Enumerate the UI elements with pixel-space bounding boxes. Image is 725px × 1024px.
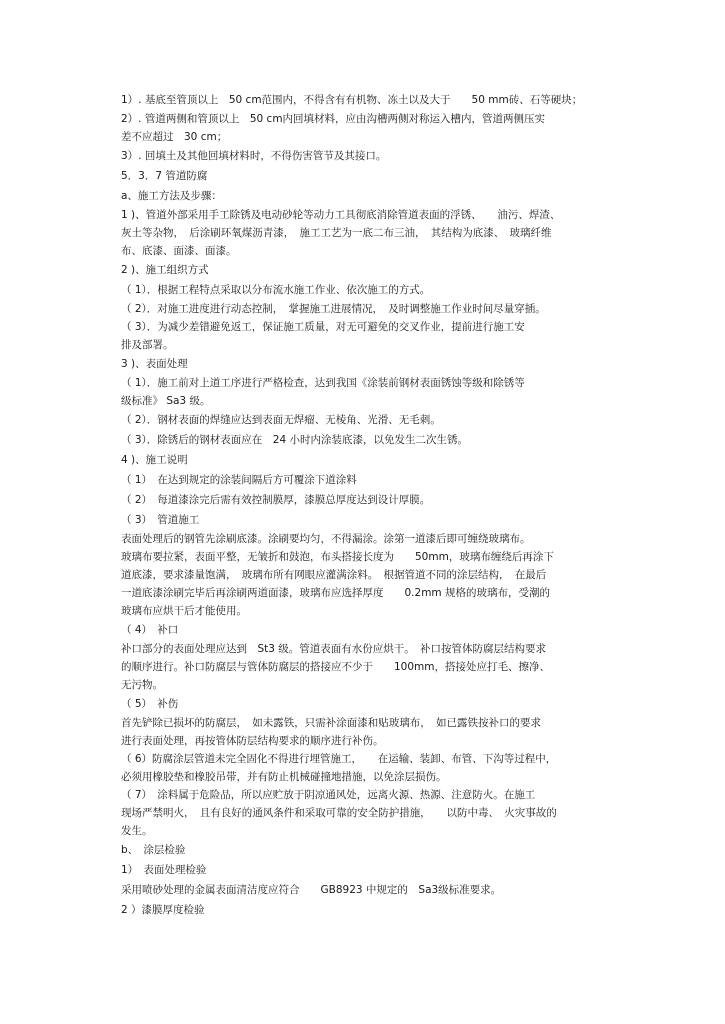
text-line: 道底漆，要求漆量饱满， 玻璃布所有网眼应灌满涂料。 根据管道不同的涂层结构， 在最后 (121, 569, 547, 581)
text-line: 级标准》 Sa3 级。 (121, 395, 211, 407)
text-line: 2 )、施工组织方式 (121, 264, 209, 276)
text-line: 玻璃布应烘干后才能使用。 (121, 605, 247, 617)
text-line: （ 3） 管道施工 (121, 514, 200, 526)
text-line: b、 涂层检验 (121, 844, 186, 856)
text-line: 采用喷砂处理的金属表面清洁度应符合 GB8923 中规定的 Sa3级标准要求。 (121, 884, 502, 896)
text-line: （ 2）．钢材表面的焊缝应达到表面无焊瘤、无棱角、光滑、无毛刺。 (121, 414, 441, 426)
text-line: 1） 表面处理检验 (121, 864, 207, 876)
text-line: （ 1）．根据工程特点采取以分布流水施工作业、依次施工的方式。 (121, 284, 431, 296)
text-line: （ 7） 涂料属于危险品，所以应贮放于阴凉通风处，远离火源、热源、注意防火。在施工 (121, 789, 536, 801)
text-line: 进行表面处理，再按管体防层结构要求的顺序进行补伤。 (121, 735, 384, 747)
text-line: 的顺序进行。补口防腐层与管体防腐层的搭接应不少于 100mm，搭接处应打毛、擦净、 (121, 661, 550, 673)
text-line: 排及部署。 (121, 339, 174, 351)
text-line: 差不应超过 30 cm； (121, 131, 228, 143)
text-line: 3）. 回填土及其他回填材料时，不得伤害管节及其接口。 (121, 150, 387, 162)
text-line: 灰土等杂物， 后涂刷环氧煤沥青漆， 施工工艺为一底二布三油， 其结构为底漆、 玻璃纤维 (121, 227, 552, 239)
text-line: 布、底漆、面漆、面漆。 (121, 245, 237, 257)
text-line: （ 3）．为减少差错避免返工，保证施工质量，对无可避免的交叉作业，提前进行施工安 (121, 321, 525, 333)
text-line: （ 1）．施工前对上道工序进行严格检查，达到我国《涂装前钢材表面锈蚀等级和除锈等 (121, 377, 525, 389)
text-line: 首先铲除已损坏的防腐层， 如未露铁，只需补涂面漆和贴玻璃布， 如已露铁按补口的要求 (121, 717, 541, 729)
text-line: （ 2） 每道漆涂完后需有效控制膜厚，漆膜总厚度达到设计厚膜。 (121, 494, 431, 506)
text-line: （ 3）．除锈后的钢材表面应在 24 小时内涂装底漆，以免发生二次生锈。 (121, 434, 468, 446)
text-line: 2）. 管道两侧和管顶以上 50 cm内回填材料，应由沟槽两侧对称运入槽内，管道两侧压实 (121, 113, 546, 125)
text-line: （ 5） 补伤 (121, 698, 179, 710)
text-line: a、施工方法及步骤： (121, 190, 222, 202)
text-line: 现场严禁明火， 且有良好的通风条件和采取可靠的安全防护措施， 以防中毒、 火灾事故的 (121, 807, 557, 819)
text-line: （ 1） 在达到规定的涂装间隔后方可覆涂下道涂料 (121, 474, 357, 486)
text-line: 5．3．7 管道防腐 (121, 170, 208, 182)
text-line: 1）. 基底至管顶以上 50 cm范围内，不得含有有机物、冻土以及大于 50 mm砖、石等硬块； (121, 94, 583, 106)
text-line: （ 4） 补口 (121, 624, 179, 636)
text-line: 必须用橡胶垫和橡胶吊带，并有防止机械碰撞地措施，以免涂层损伤。 (121, 771, 447, 783)
text-line: （ 6）防腐涂层管道未完全固化不得进行埋管施工， 在运输、装卸、布管、下沟等过程中， (121, 753, 557, 765)
text-line: 2 ）漆膜厚度检验 (121, 904, 205, 916)
document-body (121, 90, 621, 920)
text-line: 无污物。 (121, 679, 163, 691)
text-line: 补口部分的表面处理应达到 St3 级。管道表面有水份应烘干。 补口按管体防腐层结构要求 (121, 643, 547, 655)
text-line: 3 )、表面处理 (121, 358, 188, 370)
text-line: 表面处理后的钢管先涂刷底漆。涂刷要均匀，不得漏涂。涂第一道漆后即可缠绕玻璃布。 (121, 533, 531, 545)
text-line: 1 )、管道外部采用手工除锈及电动砂轮等动力工具彻底消除管道表面的浮锈、 油污、焊渣、 (121, 209, 561, 221)
text-line: 一道底漆涂刷完毕后再涂刷两道面漆，玻璃布应选择厚度 0.2mm 规格的玻璃布，受潮的 (121, 587, 550, 599)
text-line: 4 )、施工说明 (121, 454, 188, 466)
text-line: 发生。 (121, 825, 153, 837)
text-line: （ 2）．对施工进度进行动态控制， 掌握施工进展情况， 及时调整施工作业时间尽量穿插。 (121, 303, 546, 315)
text-line: 玻璃布要拉紧，表面平整，无皱折和鼓泡，布头搭接长度为 50mm，玻璃布缠绕后再涂下 (121, 551, 554, 563)
